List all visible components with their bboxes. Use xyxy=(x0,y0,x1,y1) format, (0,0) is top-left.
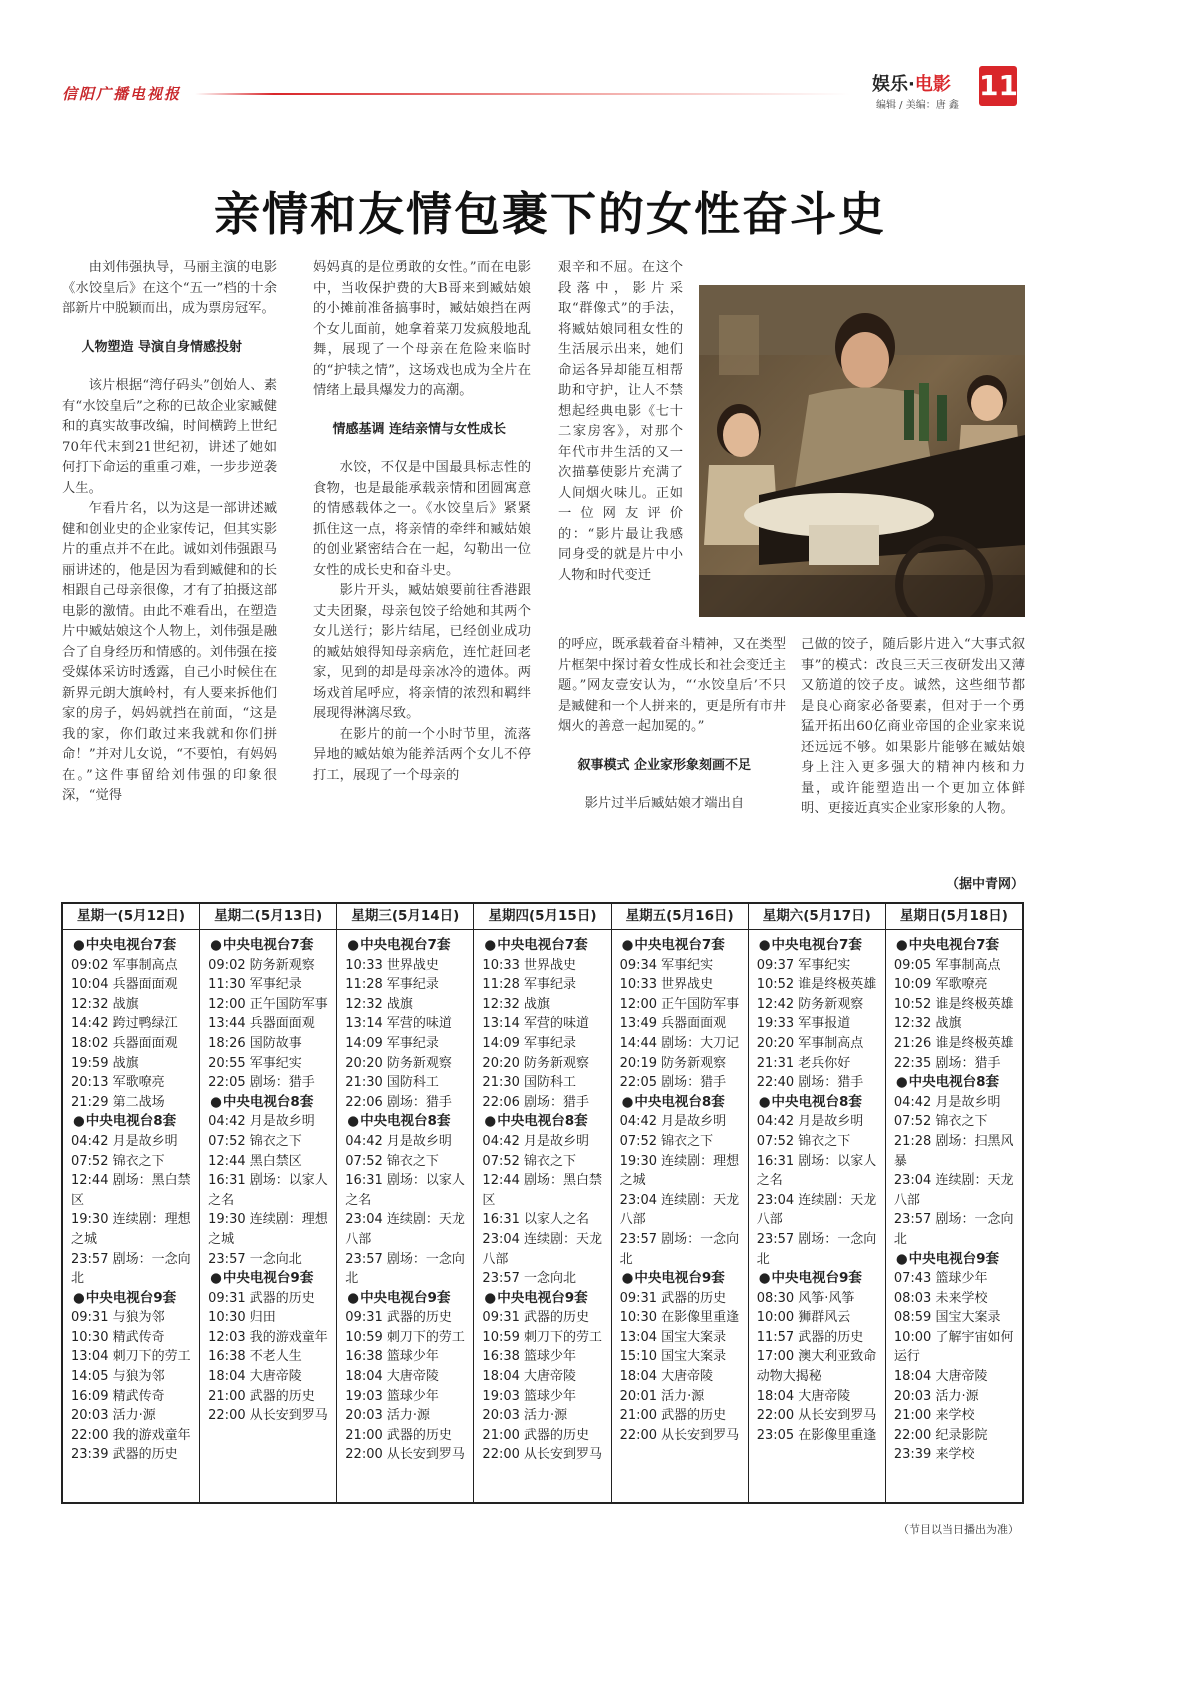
program-item: 09:05 军事制高点 xyxy=(893,957,1001,973)
program-item: 09:31 武器的历史 xyxy=(482,1310,590,1326)
program-item: 22:00 从长安到罗马 xyxy=(208,1408,328,1424)
program-item: 21:00 武器的历史 xyxy=(208,1388,315,1404)
article-paragraph: 影片过半后臧姑娘才端出自 xyxy=(584,796,745,811)
program-item: 14:09 军事纪录 xyxy=(345,1035,439,1051)
program-item: 13:14 军营的味道 xyxy=(482,1016,590,1032)
program-item: 12:00 正午国防军事 xyxy=(619,996,740,1012)
program-item: 16:38 不老人生 xyxy=(208,1349,302,1365)
headline: 亲情和友情包裹下的女性奋斗史 xyxy=(214,187,886,241)
channel-name: ● 中央电视台7套 xyxy=(73,936,195,956)
program-item: 15:10 国宝大案录 xyxy=(619,1349,727,1365)
article-paragraph: 妈妈真的是位勇敢的女性。”而在电影中，当收保护费的大B哥来到臧姑娘的小摊前准备搞事时，臧姑娘挡在两个女儿面前，她拿着菜刀发疯般地乱舞，展现了一个母亲在危险来临时的“护犊之情”，这场戏也成为全片在情绪上最具爆发力的高潮。 xyxy=(313,260,531,398)
program-item: 08:03 未来学校 xyxy=(893,1290,988,1306)
program-item: 19:03 篮球少年 xyxy=(345,1388,439,1404)
program-item: 12:32 战旗 xyxy=(482,996,551,1012)
program-item: 21:28 剧场：扫黑风暴 xyxy=(893,1133,1014,1169)
schedule-day-body xyxy=(200,930,336,1426)
schedule-day-column xyxy=(886,904,1022,1502)
article-paragraph: 乍看片名，以为这是一部讲述臧健和创业史的企业家传记，但其实影片的重点并不在此。诚如刘伟强跟马丽讲述的，他是因为看到臧健和的长相跟自己母亲很像，才有了拍摄这部电影的激情。由此不难看出，在塑造片中臧姑娘这个人物上，刘伟强是融合了自身经历和情感的。刘伟强在接受媒体采访时透露，自己小时候住在新界元朗大旗岭村，有人要来拆他们家的房子，妈妈就挡在前面，“这是我的家，你们敢过来我就和你们拼命！”并对儿女说，“不要怕，有妈妈在。”这件事留给刘伟强的印象很深，“觉得 xyxy=(62,501,277,803)
program-item: 12:03 我的游戏童年 xyxy=(208,1329,328,1345)
article-column-3 xyxy=(558,258,683,586)
program-item: 23:04 连续剧：天龙八部 xyxy=(619,1192,740,1228)
program-item: 10:52 谁是终极英雄 xyxy=(756,977,877,993)
program-item: 23:39 武器的历史 xyxy=(71,1447,178,1463)
program-item: 21:30 国防科工 xyxy=(345,1075,439,1091)
program-item: 23:04 连续剧：天龙八部 xyxy=(482,1231,603,1267)
article-paragraph: 影片开头，臧姑娘要前往香港跟丈夫团聚，母亲包饺子给她和其两个女儿送行；影片结尾，已经创业成功的臧姑娘得知母亲病危，连忙赶回老家，见到的却是母亲冰冷的遗体。两场戏首尾呼应，将亲情的浓烈和羁绊展现得淋漓尽致。 xyxy=(313,583,531,721)
program-item: 07:52 锦衣之下 xyxy=(756,1133,851,1149)
program-item: 23:57 剧场：一念向北 xyxy=(71,1251,191,1287)
article-paragraph: 该片根据“湾仔码头”创始人、素有“水饺皇后”之称的已故企业家臧健和的真实故事改编，时间横跨上世纪70年代末到21世纪初，讲述了她如何打下命运的重重刁难，一步步逆袭人生。 xyxy=(62,378,277,496)
program-item: 11:28 军事纪录 xyxy=(345,977,439,993)
program-item: 20:20 防务新观察 xyxy=(482,1055,590,1071)
program-item: 22:06 剧场：猎手 xyxy=(345,1094,452,1110)
program-item: 23:57 剧场：一念向北 xyxy=(893,1212,1014,1247)
program-item: 09:34 军事纪实 xyxy=(619,957,714,973)
program-item: 10:00 狮群风云 xyxy=(756,1310,851,1326)
program-item: 07:52 锦衣之下 xyxy=(893,1114,988,1130)
article-paragraph: 水饺，不仅是中国最具标志性的食物，也是最能承载亲情和团圆寓意的情感载体之一。《水饺皇后》紧紧抓住这一点，将亲情的牵绊和臧姑娘的创业紧密结合在一起，勾勒出一位女性的成长史和奋斗史。 xyxy=(313,460,531,578)
program-item: 23:04 连续剧：天龙八部 xyxy=(893,1173,1014,1208)
program-item: 18:26 国防故事 xyxy=(208,1035,302,1051)
channel-name: ● 中央电视台9套 xyxy=(759,1269,881,1289)
program-item: 18:04 大唐帝陵 xyxy=(893,1369,988,1385)
channel-name: ● 中央电视台8套 xyxy=(484,1112,606,1132)
article-paragraph: 艰辛和不屈。在这个段落中，影片采取“群像式”的手法，将臧姑娘同租女性的生活展示出来，她们命运各异却能互相帮助和守护，让人不禁想起经典电影《七十二家房客》，对那个年代市井生活的又一次描摹使影片充满了人间烟火味儿。正如一位网友评价的：“影片最让我感同身受的就是片中小人物和时代变迁 xyxy=(558,260,683,583)
channel-name: ● 中央电视台9套 xyxy=(484,1289,606,1309)
program-item: 14:05 与狼为邻 xyxy=(71,1369,165,1385)
channel-name: ● 中央电视台8套 xyxy=(622,1093,744,1113)
schedule-day-column xyxy=(474,904,611,1502)
program-item: 16:31 以家人之名 xyxy=(482,1212,590,1228)
program-item: 04:42 月是故乡明 xyxy=(619,1114,727,1130)
program-item: 07:52 锦衣之下 xyxy=(345,1153,439,1169)
article-column-3-lower xyxy=(558,635,786,815)
schedule-day-header: 星期三(5月14日) xyxy=(337,904,473,930)
schedule-day-header: 星期四(5月15日) xyxy=(474,904,610,930)
program-item: 12:32 战旗 xyxy=(71,996,139,1012)
program-item: 22:00 从长安到罗马 xyxy=(619,1427,740,1443)
program-item: 19:03 篮球少年 xyxy=(482,1388,577,1404)
program-item: 10:33 世界战史 xyxy=(345,957,439,973)
program-item: 08:30 风筝·风筝 xyxy=(756,1290,855,1306)
program-item: 07:52 锦衣之下 xyxy=(71,1153,165,1169)
program-item: 07:43 篮球少年 xyxy=(893,1271,988,1287)
section-highlight: 电影 xyxy=(914,74,951,95)
program-item: 23:57 剧场：一念向北 xyxy=(756,1231,877,1267)
channel-name: ● 中央电视台8套 xyxy=(210,1093,332,1113)
program-item: 22:05 剧场：猎手 xyxy=(208,1075,315,1091)
schedule-day-column xyxy=(612,904,749,1502)
program-item: 16:31 剧场：以家人之名 xyxy=(345,1173,465,1208)
schedule-note: （节目以当日播出为准） xyxy=(898,1523,1019,1536)
program-item: 21:26 谁是终极英雄 xyxy=(893,1035,1014,1051)
program-item: 12:44 剧场：黑白禁区 xyxy=(482,1173,603,1208)
program-item: 16:31 剧场：以家人之名 xyxy=(756,1153,877,1189)
program-item: 16:31 剧场：以家人之名 xyxy=(208,1173,328,1208)
program-item: 23:57 一念向北 xyxy=(482,1271,577,1287)
program-item: 23:05 在影像里重逢 xyxy=(756,1427,877,1443)
program-item: 19:30 连续剧：理想之城 xyxy=(208,1212,328,1247)
program-item: 10:30 在影像里重逢 xyxy=(619,1310,740,1326)
program-item: 11:28 军事纪录 xyxy=(482,977,577,993)
program-item: 20:01 活力·源 xyxy=(619,1388,705,1404)
program-item: 21:00 来学校 xyxy=(893,1408,975,1424)
program-item: 04:42 月是故乡明 xyxy=(756,1114,864,1130)
schedule-day-column xyxy=(749,904,886,1502)
program-item: 22:05 剧场：猎手 xyxy=(619,1075,727,1091)
channel-name: ● 中央电视台8套 xyxy=(73,1112,195,1132)
channel-name: ● 中央电视台7套 xyxy=(759,936,881,956)
program-item: 10:59 刺刀下的劳工 xyxy=(482,1329,603,1345)
schedule-day-body xyxy=(749,930,885,1445)
channel-name: ● 中央电视台7套 xyxy=(622,936,744,956)
masthead: 信阳广播电视报 xyxy=(62,85,182,103)
program-item: 09:31 武器的历史 xyxy=(345,1310,452,1326)
program-item: 13:04 国宝大案录 xyxy=(619,1329,727,1345)
program-item: 09:02 军事制高点 xyxy=(71,957,178,973)
channel-name: ● 中央电视台7套 xyxy=(484,936,606,956)
program-item: 23:57 剧场：一念向北 xyxy=(619,1231,740,1267)
article-paragraph: 在影片的前一个小时节里，流落异地的臧姑娘为能养活两个女儿不停打工，展现了一个母亲的 xyxy=(313,726,531,783)
program-item: 22:00 纪录影院 xyxy=(893,1427,988,1443)
program-item: 20:03 活力·源 xyxy=(482,1408,568,1424)
program-item: 20:03 活力·源 xyxy=(893,1388,979,1404)
page-number: 11 xyxy=(979,66,1017,106)
program-item: 09:31 与狼为邻 xyxy=(71,1310,165,1326)
program-item: 10:09 军歌嘹亮 xyxy=(893,977,988,993)
program-item: 21:00 武器的历史 xyxy=(619,1408,727,1424)
program-item: 14:42 跨过鸭绿江 xyxy=(71,1016,178,1032)
channel-name: ● 中央电视台9套 xyxy=(73,1289,195,1309)
program-item: 22:35 剧场：猎手 xyxy=(893,1055,1001,1071)
program-item: 18:02 兵器面面观 xyxy=(71,1035,178,1051)
channel-name: ● 中央电视台7套 xyxy=(210,936,332,956)
program-item: 13:04 刺刀下的劳工 xyxy=(71,1349,191,1365)
program-item: 21:31 老兵你好 xyxy=(756,1055,851,1071)
program-item: 22:00 从长安到罗马 xyxy=(345,1447,465,1463)
program-item: 10:30 归田 xyxy=(208,1310,276,1326)
header-rule xyxy=(195,93,850,95)
program-item: 12:32 战旗 xyxy=(893,1016,962,1032)
schedule-day-column xyxy=(337,904,474,1502)
program-item: 20:55 军事纪实 xyxy=(208,1055,302,1071)
program-item: 12:44 剧场：黑白禁区 xyxy=(71,1173,191,1208)
program-item: 10:59 刺刀下的劳工 xyxy=(345,1329,465,1345)
schedule-day-header: 星期二(5月13日) xyxy=(200,904,336,930)
section-main: 娱乐· xyxy=(872,74,915,95)
article-subheading: 叙事模式 企业家形象刻画不足 xyxy=(577,757,752,773)
program-item: 12:42 防务新观察 xyxy=(756,996,864,1012)
program-item: 12:00 正午国防军事 xyxy=(208,996,328,1012)
program-item: 11:30 军事纪录 xyxy=(208,977,302,993)
article-paragraph: 的呼应，既承载着奋斗精神，又在类型片框架中探讨着女性成长和社会变迁主题。”网友壹安认为，“‘水饺皇后’不只是臧健和一个人拼来的，更是所有市井烟火的善意一起加冕的。” xyxy=(558,637,786,734)
program-item: 16:09 精武传奇 xyxy=(71,1388,165,1404)
channel-name: ● 中央电视台8套 xyxy=(347,1112,469,1132)
program-item: 04:42 月是故乡明 xyxy=(482,1133,590,1149)
program-item: 20:20 防务新观察 xyxy=(345,1055,452,1071)
schedule-day-body xyxy=(612,930,748,1445)
article-subheading: 情感基调 连结亲情与女性成长 xyxy=(332,421,507,437)
article-source: （据中青网） xyxy=(946,877,1025,892)
article-column-4 xyxy=(801,635,1025,820)
program-item: 10:33 世界战史 xyxy=(619,977,714,993)
channel-name: ● 中央电视台7套 xyxy=(347,936,469,956)
schedule-day-body xyxy=(337,930,473,1465)
schedule-day-header: 星期五(5月16日) xyxy=(612,904,748,930)
program-item: 23:57 剧场：一念向北 xyxy=(345,1251,465,1287)
channel-name: ● 中央电视台9套 xyxy=(896,1250,1018,1270)
article-paragraph: 己做的饺子，随后影片进入“大事式叙事”的模式：改良三天三夜研发出又薄又筋道的饺子皮。诚然，这些细节都是良心商家必备要素，但对于一个勇猛开拓出60亿商业帝国的企业家来说还远远不够。如果影片能够在臧姑娘身上注入更多强大的精神内核和力量，或许能塑造出一个更加立体鲜明、更接近真实企业家形象的人物。 xyxy=(801,637,1025,816)
program-item: 10:00 了解宇宙如何运行 xyxy=(893,1329,1014,1365)
program-item: 18:04 大唐帝陵 xyxy=(345,1369,439,1385)
program-item: 19:30 连续剧：理想之城 xyxy=(71,1212,191,1247)
program-item: 23:04 连续剧：天龙八部 xyxy=(345,1212,465,1247)
program-item: 17:00 澳大利亚致命动物大揭秘 xyxy=(756,1349,877,1385)
program-item: 04:42 月是故乡明 xyxy=(893,1094,1001,1110)
program-item: 23:04 连续剧：天龙八部 xyxy=(756,1192,877,1228)
program-item: 10:30 精武传奇 xyxy=(71,1329,165,1345)
program-item: 14:44 剧场：大刀记 xyxy=(619,1035,740,1051)
program-item: 19:33 军事报道 xyxy=(756,1016,851,1032)
article-column-2 xyxy=(313,258,531,786)
article-column-1 xyxy=(62,258,277,807)
program-item: 16:38 篮球少年 xyxy=(345,1349,439,1365)
program-item: 20:13 军歌嘹亮 xyxy=(71,1075,165,1091)
channel-name: ● 中央电视台9套 xyxy=(622,1269,744,1289)
program-item: 18:04 大唐帝陵 xyxy=(619,1369,714,1385)
program-item: 09:31 武器的历史 xyxy=(208,1290,315,1306)
program-item: 12:44 黑白禁区 xyxy=(208,1153,302,1169)
program-item: 21:30 国防科工 xyxy=(482,1075,577,1091)
schedule-day-column xyxy=(63,904,200,1502)
program-item: 04:42 月是故乡明 xyxy=(208,1114,315,1130)
schedule-day-body xyxy=(474,930,610,1465)
program-item: 07:52 锦衣之下 xyxy=(619,1133,714,1149)
program-item: 19:30 连续剧：理想之城 xyxy=(619,1153,740,1189)
channel-name: ● 中央电视台9套 xyxy=(210,1269,332,1289)
program-item: 22:00 我的游戏童年 xyxy=(71,1427,191,1443)
program-item: 22:06 剧场：猎手 xyxy=(482,1094,590,1110)
program-item: 21:00 武器的历史 xyxy=(482,1427,590,1443)
program-item: 14:09 军事纪录 xyxy=(482,1035,577,1051)
movie-still-photo xyxy=(699,285,1025,617)
schedule-day-header: 星期日(5月18日) xyxy=(886,904,1022,930)
article-paragraph: 由刘伟强执导，马丽主演的电影《水饺皇后》在这个“五一”档的十余部新片中脱颖而出，成为票房冠军。 xyxy=(62,260,277,316)
program-item: 18:04 大唐帝陵 xyxy=(208,1369,302,1385)
program-item: 10:52 谁是终极英雄 xyxy=(893,996,1014,1012)
program-item: 23:39 来学校 xyxy=(893,1447,975,1463)
section-title xyxy=(872,70,951,96)
program-item: 13:44 兵器面面观 xyxy=(208,1016,315,1032)
program-item: 12:32 战旗 xyxy=(345,996,413,1012)
program-item: 22:00 从长安到罗马 xyxy=(482,1447,603,1463)
program-item: 23:57 一念向北 xyxy=(208,1251,302,1267)
program-item: 20:20 军事制高点 xyxy=(756,1035,864,1051)
article-subheading: 人物塑造 导演自身情感投射 xyxy=(81,339,243,355)
program-item: 18:04 大唐帝陵 xyxy=(482,1369,577,1385)
program-item: 07:52 锦衣之下 xyxy=(208,1133,302,1149)
program-item: 10:33 世界战史 xyxy=(482,957,577,973)
program-item: 09:02 防务新观察 xyxy=(208,957,315,973)
channel-name: ● 中央电视台9套 xyxy=(347,1289,469,1309)
program-item: 13:49 兵器面面观 xyxy=(619,1016,727,1032)
schedule-day-column xyxy=(200,904,337,1502)
program-item: 08:59 国宝大案录 xyxy=(893,1310,1001,1326)
program-item: 18:04 大唐帝陵 xyxy=(756,1388,851,1404)
program-item: 22:00 从长安到罗马 xyxy=(756,1408,877,1424)
program-item: 20:19 防务新观察 xyxy=(619,1055,727,1071)
program-item: 09:31 武器的历史 xyxy=(619,1290,727,1306)
schedule-day-body xyxy=(886,930,1022,1465)
program-item: 04:42 月是故乡明 xyxy=(71,1133,178,1149)
program-item: 20:03 活力·源 xyxy=(71,1408,156,1424)
program-item: 10:04 兵器面面观 xyxy=(71,977,178,993)
schedule-day-header: 星期六(5月17日) xyxy=(749,904,885,930)
channel-name: ● 中央电视台8套 xyxy=(896,1073,1018,1093)
schedule-day-header: 星期一(5月12日) xyxy=(63,904,199,930)
program-item: 22:40 剧场：猎手 xyxy=(756,1075,864,1091)
program-item: 19:59 战旗 xyxy=(71,1055,139,1071)
program-item: 13:14 军营的味道 xyxy=(345,1016,452,1032)
program-item: 20:03 活力·源 xyxy=(345,1408,431,1424)
program-item: 16:38 篮球少年 xyxy=(482,1349,577,1365)
program-item: 21:00 武器的历史 xyxy=(345,1427,452,1443)
channel-name: ● 中央电视台7套 xyxy=(896,936,1018,956)
program-item: 21:29 第二战场 xyxy=(71,1094,165,1110)
program-item: 09:37 军事纪实 xyxy=(756,957,851,973)
channel-name: ● 中央电视台8套 xyxy=(759,1093,881,1113)
program-item: 11:57 武器的历史 xyxy=(756,1329,864,1345)
program-item: 04:42 月是故乡明 xyxy=(345,1133,452,1149)
program-item: 07:52 锦衣之下 xyxy=(482,1153,577,1169)
tv-schedule-table xyxy=(61,902,1024,1504)
schedule-day-body xyxy=(63,930,199,1465)
editor-credit: 编辑 / 美编：唐 鑫 xyxy=(876,100,959,111)
